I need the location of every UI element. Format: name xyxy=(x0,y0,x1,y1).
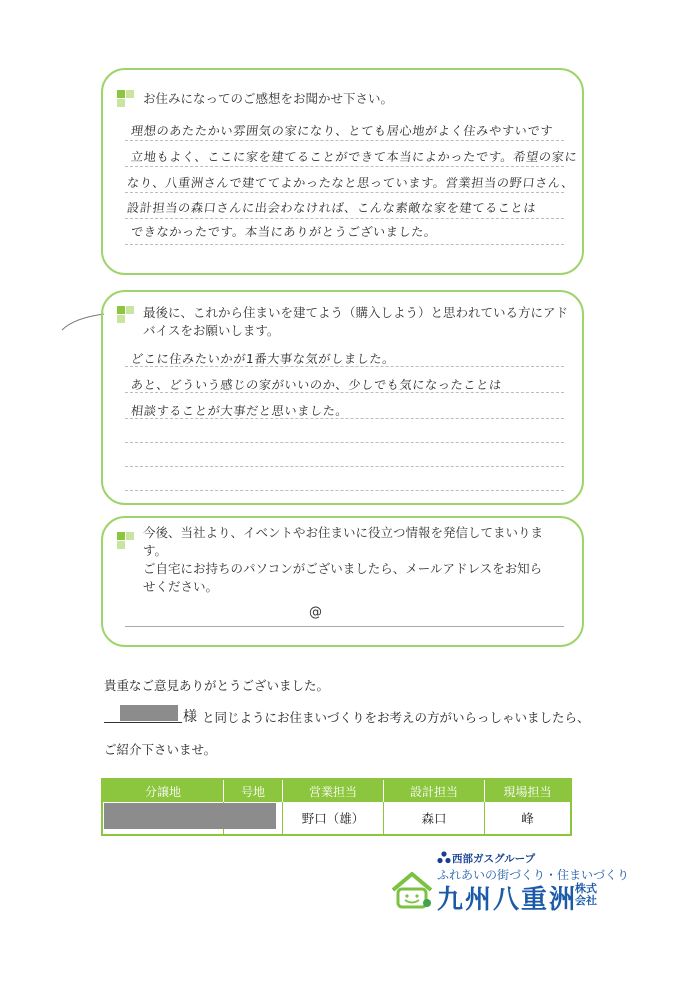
referral-text-2: ご紹介下さいませ。 xyxy=(104,742,217,757)
bullet-icon xyxy=(117,541,125,549)
advice-question-line: バイスをお願いします。 xyxy=(143,323,280,338)
answer-line: 理想のあたたかい雰囲気の家になり、とても居心地がよく住みやすいです xyxy=(130,124,554,138)
table-cell: 峰 xyxy=(521,811,534,826)
answer-line: できなかったです。本当にありがとうございました。 xyxy=(130,225,438,239)
table-cell: 森口 xyxy=(384,802,485,835)
impressions-section xyxy=(101,68,584,275)
redacted-name xyxy=(120,705,178,721)
table-header: 号地 xyxy=(224,779,283,802)
answer-line: なり、八重洲さんで建ててよかったなと思っています。営業担当の野口さん、 xyxy=(126,176,576,190)
bullet-icon xyxy=(126,90,134,98)
referral-text: と同じようにお住まいづくりをお考えの方がいらっしゃいましたら、 xyxy=(202,710,590,725)
company-name: 九州八重洲 xyxy=(437,885,578,915)
newsletter-text-line: 今後、当社より、イベントやお住まいに役立つ情報を発信してまいりま xyxy=(143,525,544,540)
email-at-symbol: @ xyxy=(309,605,322,620)
answer-line: 相談することが大事だと思いました。 xyxy=(130,404,350,418)
table-cell: 野口（雄） xyxy=(283,802,384,835)
newsletter-section xyxy=(101,516,584,647)
table-header: 設計担当 xyxy=(384,779,485,802)
advice-question-line: 最後に、これから住まいを建てよう（購入しよう）と思われている方にアド xyxy=(143,305,569,320)
pen-stroke-mark xyxy=(60,312,106,334)
company-tagline: ふれあいの街づくり・住まいづくり xyxy=(437,868,630,882)
table-header: 営業担当 xyxy=(283,779,384,802)
impressions-question: お住みになってのご感想をお聞かせ下さい。 xyxy=(143,91,394,106)
newsletter-text-line: す。 xyxy=(143,543,168,558)
answer-line: あと、どういう感じの家がいいのか、少しでも気になったことは xyxy=(130,378,503,392)
bullet-icon xyxy=(126,532,134,540)
answer-line: どこに住みたいかが1番大事な気がしました。 xyxy=(130,352,396,366)
answer-line: 設計担当の森口さんに出会わなければ、こんな素敵な家を建てることは xyxy=(126,201,537,215)
thanks-text: 貴重なご意見ありがとうございました。 xyxy=(104,678,330,693)
table-header: 現場担当 xyxy=(485,779,572,802)
house-logo-icon xyxy=(389,870,435,910)
redacted-lot xyxy=(104,803,276,829)
seibu-gas-logo-icon xyxy=(437,851,451,864)
sama-text: 様 xyxy=(183,709,197,725)
bullet-icon xyxy=(117,99,125,107)
bullet-icon xyxy=(117,532,125,540)
name-underline xyxy=(104,722,182,723)
bullet-icon xyxy=(117,306,125,314)
company-corp-suffix: 株式会社 xyxy=(575,882,597,907)
table-header: 分譲地 xyxy=(102,779,224,802)
advice-section xyxy=(101,290,584,505)
bullet-icon xyxy=(117,315,125,323)
bullet-icon xyxy=(117,90,125,98)
newsletter-text-line: せください。 xyxy=(143,579,219,594)
bullet-icon xyxy=(126,306,134,314)
group-name: 西部ガスグループ xyxy=(452,853,536,865)
newsletter-text-line: ご自宅にお持ちのパソコンがございましたら、メールアドレスをお知ら xyxy=(143,561,543,576)
answer-line: 立地もよく、ここに家を建てることができて本当によかったです。希望の家に xyxy=(130,150,579,164)
